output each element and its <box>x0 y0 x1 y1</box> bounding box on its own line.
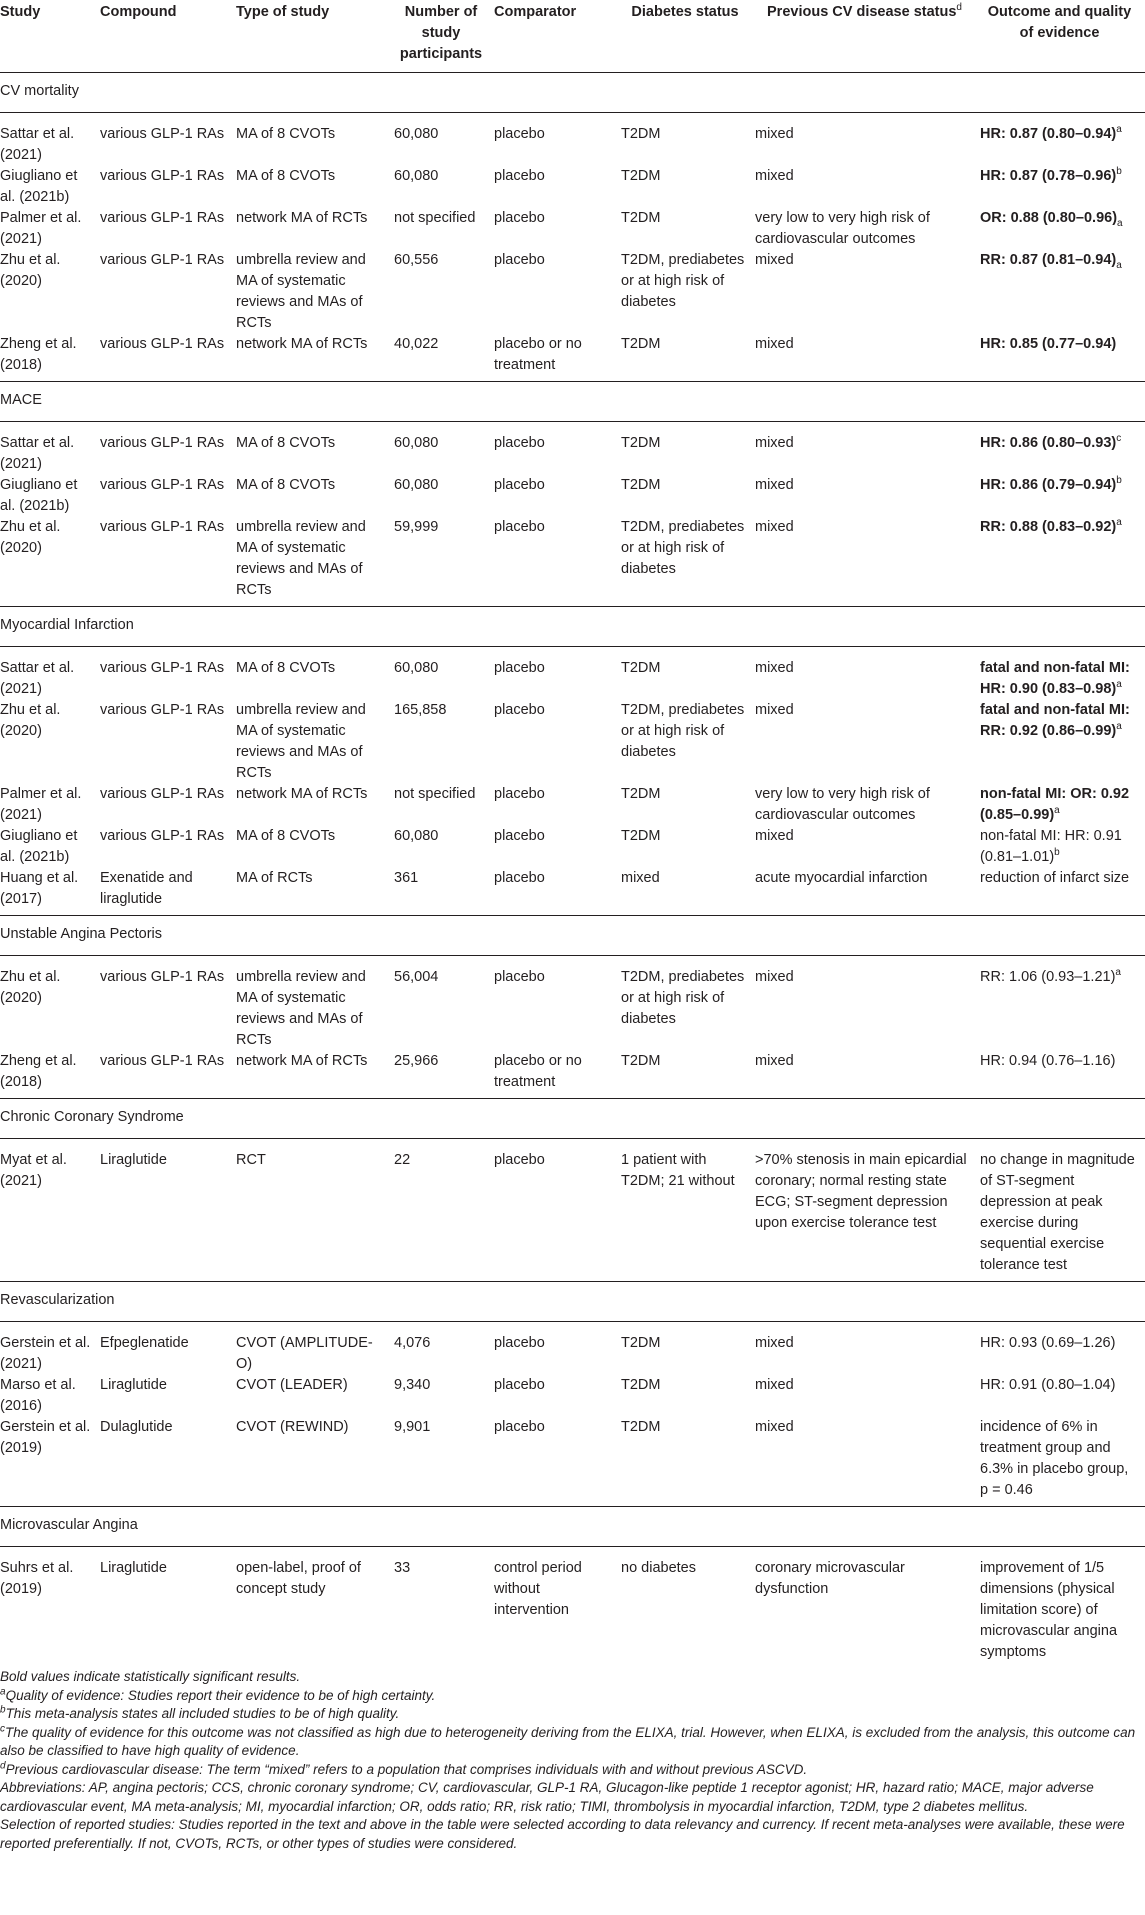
cell-comparator: placebo <box>494 1335 545 1351</box>
cell-cv-status: very low to very high risk of cardiovascular outcomes <box>755 786 930 823</box>
footnote <box>0 1668 1145 1687</box>
outcome-text: HR: 0.91 (0.80–1.04) <box>980 1377 1116 1393</box>
cell-comparator: placebo <box>494 868 621 916</box>
cell-diabetes: 1 patient with T2DM; 21 without <box>621 1139 755 1282</box>
cell-participants: 4,076 <box>394 1335 431 1351</box>
cell-cv-status: mixed <box>755 126 794 142</box>
table-row <box>0 422 1145 476</box>
cell-compound: various GLP-1 RAs <box>100 435 225 451</box>
cell-study: Gerstein et al. (2021) <box>0 1335 91 1372</box>
table-row <box>0 208 1145 250</box>
cell-diabetes: T2DM, prediabetes or at high risk of diabetes <box>621 969 745 1027</box>
cell-participants: 56,004 <box>394 969 439 985</box>
cell-diabetes: no diabetes <box>621 1560 696 1576</box>
cell-study: Giugliano et al. (2021b) <box>0 168 78 205</box>
section-title: CV mortality <box>0 73 1145 113</box>
cell-compound: various GLP-1 RAs <box>100 786 225 802</box>
cell-type: network MA of RCTs <box>236 334 394 382</box>
outcome-text: no change in magnitude of ST-segment depression at peak exercise during sequential exercise tolerance test <box>980 1152 1135 1273</box>
cell-participants: 165,858 <box>394 702 447 718</box>
outcome-text: HR: 0.85 (0.77–0.94) <box>980 336 1117 352</box>
cell-comparator: placebo <box>494 828 545 844</box>
cell-diabetes: T2DM <box>621 786 661 802</box>
cell-comparator: placebo <box>494 210 545 226</box>
cell-study: Zheng et al. (2018) <box>0 334 100 382</box>
cell-type: MA of 8 CVOTs <box>236 168 336 184</box>
cell-type: open-label, proof of concept study <box>236 1560 361 1597</box>
footnote-text: Bold values indicate statistically significant results. <box>0 1669 301 1684</box>
cell-type: RCT <box>236 1139 394 1282</box>
table-row <box>0 647 1145 701</box>
table-row <box>0 334 1145 382</box>
cell-outcome <box>980 475 1145 517</box>
section-title: Revascularization <box>0 1282 1145 1322</box>
cell-type: network MA of RCTs <box>236 786 368 802</box>
table-row <box>0 250 1145 334</box>
cell-comparator: placebo <box>494 1417 621 1507</box>
footnote-marker: a <box>1116 679 1122 691</box>
section-title: MACE <box>0 382 1145 422</box>
cell-type: MA of 8 CVOTs <box>236 477 336 493</box>
cell-study: Zhu et al. (2020) <box>0 517 100 607</box>
footnote-marker: a <box>1117 217 1123 229</box>
outcome-text: incidence of 6% in treatment group and 6.3% in placebo group, p = 0.46 <box>980 1419 1129 1498</box>
cell-diabetes: T2DM, prediabetes or at high risk of diabetes <box>621 702 745 760</box>
cell-outcome <box>980 868 1145 916</box>
cell-comparator: placebo <box>494 435 545 451</box>
footnote-letter: d <box>0 1760 6 1771</box>
cell-participants: 60,556 <box>394 252 439 268</box>
cell-diabetes: T2DM <box>621 210 661 226</box>
cell-participants: 40,022 <box>394 334 494 382</box>
cell-type: network MA of RCTs <box>236 1051 394 1099</box>
footnote <box>0 1687 1145 1706</box>
cell-comparator: placebo <box>494 969 545 985</box>
table-row <box>0 1139 1145 1282</box>
cell-compound: various GLP-1 RAs <box>100 477 225 493</box>
cell-diabetes: T2DM <box>621 126 661 142</box>
cell-compound: Liraglutide <box>100 1139 236 1282</box>
cell-comparator: placebo <box>494 252 545 268</box>
cell-study: Sattar et al. (2021) <box>0 435 75 472</box>
cell-study: Zhu et al. (2020) <box>0 252 61 289</box>
cell-cv-status: mixed <box>755 168 794 184</box>
cell-cv-status: mixed <box>755 334 980 382</box>
cell-compound: various GLP-1 RAs <box>100 660 225 676</box>
cell-type: MA of 8 CVOTs <box>236 660 336 676</box>
cell-diabetes: T2DM <box>621 477 661 493</box>
footnote-letter: a <box>0 1686 6 1697</box>
cell-outcome <box>980 1322 1145 1376</box>
cell-participants: 33 <box>394 1560 411 1576</box>
cell-compound: Dulaglutide <box>100 1417 236 1507</box>
cell-cv-status: mixed <box>755 1335 794 1351</box>
footnote-text: The quality of evidence for this outcome was not classified as high due to heterogeneity deriving from the ELIXA, trial. However, when ELIXA, is excluded from the analysis, this outcome can also be classified to have high quality of evidence. <box>0 1724 1136 1758</box>
cell-comparator: placebo or no treatment <box>494 1051 621 1099</box>
section-row <box>0 916 1145 956</box>
footnote-letter: b <box>0 1704 6 1716</box>
cell-cv-status: mixed <box>755 1051 980 1099</box>
cell-study: Zhu et al. (2020) <box>0 969 61 1006</box>
cell-participants: 60,080 <box>394 660 439 676</box>
outcome-text: improvement of 1/5 dimensions (physical limitation score) of microvascular angina symptoms <box>980 1560 1118 1660</box>
cell-outcome <box>980 113 1145 167</box>
header-cv <box>755 0 980 73</box>
cell-outcome <box>980 250 1145 334</box>
cell-diabetes: T2DM <box>621 1051 755 1099</box>
cell-outcome <box>980 700 1145 784</box>
cell-outcome <box>980 1547 1145 1664</box>
cell-compound: various GLP-1 RAs <box>100 969 225 985</box>
cell-outcome <box>980 166 1145 208</box>
outcome-text: fatal and non-fatal MI: HR: 0.90 (0.83–0.98) <box>980 660 1130 697</box>
outcome-text: HR: 0.87 (0.80–0.94) <box>980 126 1117 142</box>
footnote-text: Previous cardiovascular disease: The term “mixed” refers to a population that comprises individuals with and without previous ASCVD. <box>5 1761 808 1777</box>
cell-participants: 361 <box>394 868 494 916</box>
cell-outcome <box>980 422 1145 476</box>
outcome-text: non-fatal MI: HR: 0.91 (0.81–1.01) <box>980 828 1122 865</box>
cell-cv-status: mixed <box>755 517 980 607</box>
section-row <box>0 1507 1145 1547</box>
cell-study: Sattar et al. (2021) <box>0 660 75 697</box>
footnote-letter: c <box>0 1723 5 1734</box>
header-row <box>0 0 1145 73</box>
table-row <box>0 826 1145 868</box>
footnote-marker: a <box>1116 259 1122 271</box>
cell-study: Huang et al. (2017) <box>0 868 100 916</box>
footnote-text: Selection of reported studies: Studies reported in the text and above in the table were selected according to data relevancy and currency. If recent meta-analyses were available, these were reported preferentially. If not, CVOTs, RCTs, or other types of studies were considered. <box>0 1817 1125 1851</box>
cell-cv-status: mixed <box>755 969 794 985</box>
footnote-marker: a <box>1116 517 1122 529</box>
table-body <box>0 73 1145 1664</box>
cell-comparator: placebo <box>494 517 621 607</box>
section-title: Chronic Coronary Syndrome <box>0 1099 1145 1139</box>
cell-outcome <box>980 826 1145 868</box>
header-cv-label: Previous CV disease status <box>767 4 957 20</box>
header-outcome: Outcome and quality of evidence <box>980 0 1145 73</box>
cell-compound: various GLP-1 RAs <box>100 210 225 226</box>
cell-outcome <box>980 1139 1145 1282</box>
header-compound: Compound <box>100 0 236 73</box>
cell-participants: 60,080 <box>394 168 439 184</box>
cell-diabetes: T2DM <box>621 435 661 451</box>
cell-compound: Liraglutide <box>100 1377 167 1393</box>
cell-compound: various GLP-1 RAs <box>100 1051 236 1099</box>
section-title: Microvascular Angina <box>0 1507 1145 1547</box>
table-row <box>0 956 1145 1052</box>
cell-study: Zhu et al. (2020) <box>0 702 61 739</box>
cell-comparator: placebo <box>494 477 545 493</box>
cell-diabetes: T2DM <box>621 1417 755 1507</box>
cell-comparator: placebo <box>494 126 545 142</box>
cell-participants: 59,999 <box>394 517 494 607</box>
cell-study: Myat et al. (2021) <box>0 1139 100 1282</box>
footnote-marker: a <box>1054 805 1060 817</box>
section-row <box>0 607 1145 647</box>
cell-study: Sattar et al. (2021) <box>0 126 75 163</box>
cell-type: MA of 8 CVOTs <box>236 828 336 844</box>
table-row <box>0 1051 1145 1099</box>
cell-cv-status: very low to very high risk of cardiovascular outcomes <box>755 210 930 247</box>
cell-compound: various GLP-1 RAs <box>100 517 236 607</box>
header-cv-sup: d <box>956 2 962 14</box>
cell-cv-status: >70% stenosis in main epicardial coronary; normal resting state ECG; ST-segment depression upon exercise tolerance test <box>755 1139 980 1282</box>
outcome-text: HR: 0.87 (0.78–0.96) <box>980 168 1117 184</box>
cell-outcome <box>980 208 1145 250</box>
cell-type: umbrella review and MA of systematic reviews and MAs of RCTs <box>236 969 366 1048</box>
cell-comparator: placebo <box>494 1139 621 1282</box>
footnote <box>0 1761 1145 1780</box>
cell-outcome <box>980 1051 1145 1099</box>
cell-outcome <box>980 647 1145 701</box>
cell-compound: various GLP-1 RAs <box>100 168 225 184</box>
cell-type: CVOT (REWIND) <box>236 1417 394 1507</box>
outcome-text: fatal and non-fatal MI: RR: 0.92 (0.86–0.99) <box>980 702 1130 739</box>
cell-participants: 9,340 <box>394 1377 431 1393</box>
footnote-text: Abbreviations: AP, angina pectoris; CCS, chronic coronary syndrome; CV, cardiovascular, GLP-1 RA, Glucagon-like peptide 1 receptor agonist; HR, hazard ratio; MACE, major adverse cardiovascular event, MA meta-analysis; MI, myocardial infarction; OR, odds ratio; RR, risk ratio; TIMI, thrombolysis in myocardial infarction, T2DM, type 2 diabetes mellitus. <box>0 1780 1094 1814</box>
cell-compound: various GLP-1 RAs <box>100 126 225 142</box>
cell-cv-status: mixed <box>755 477 794 493</box>
outcome-text: reduction of infarct size <box>980 870 1130 886</box>
cell-participants: 60,080 <box>394 435 439 451</box>
cell-cv-status: coronary microvascular dysfunction <box>755 1560 905 1597</box>
cell-comparator: placebo <box>494 168 545 184</box>
cell-cv-status: mixed <box>755 828 794 844</box>
cell-compound: various GLP-1 RAs <box>100 702 225 718</box>
section-row <box>0 1099 1145 1139</box>
cell-participants: 60,080 <box>394 477 439 493</box>
cell-outcome <box>980 517 1145 607</box>
section-row <box>0 1282 1145 1322</box>
cell-type: umbrella review and MA of systematic reviews and MAs of RCTs <box>236 252 366 331</box>
outcome-text: RR: 1.06 (0.93–1.21) <box>980 969 1116 985</box>
cell-compound: Liraglutide <box>100 1560 167 1576</box>
footnote-marker: b <box>1054 847 1060 859</box>
header-number: Number of study participants <box>394 0 494 73</box>
cell-diabetes: T2DM, prediabetes or at high risk of diabetes <box>621 517 755 607</box>
footnote-marker: a <box>1116 124 1122 136</box>
outcome-text: OR: 0.88 (0.80–0.96) <box>980 210 1118 226</box>
section-row <box>0 382 1145 422</box>
outcome-text: HR: 0.93 (0.69–1.26) <box>980 1335 1116 1351</box>
header-diabetes: Diabetes status <box>621 0 755 73</box>
cell-comparator: placebo <box>494 702 545 718</box>
cell-diabetes: T2DM <box>621 660 661 676</box>
table-row <box>0 1322 1145 1376</box>
cell-diabetes: T2DM <box>621 1377 661 1393</box>
footnote-text: Quality of evidence: Studies report their evidence to be of high certainty. <box>5 1687 436 1703</box>
cell-type: umbrella review and MA of systematic reviews and MAs of RCTs <box>236 702 366 781</box>
cell-comparator: placebo <box>494 660 545 676</box>
outcome-text: HR: 0.94 (0.76–1.16) <box>980 1053 1116 1069</box>
footnote-text: This meta-analysis states all included studies to be of high quality. <box>5 1706 400 1721</box>
table-row <box>0 517 1145 607</box>
cell-compound: Exenatide and liraglutide <box>100 868 236 916</box>
header-study: Study <box>0 0 100 73</box>
outcome-text: RR: 0.88 (0.83–0.92) <box>980 519 1117 535</box>
table-row <box>0 868 1145 916</box>
cell-participants: 25,966 <box>394 1051 494 1099</box>
cell-comparator: placebo or no treatment <box>494 334 621 382</box>
cell-compound: various GLP-1 RAs <box>100 252 225 268</box>
footnote <box>0 1779 1145 1816</box>
table-row <box>0 1417 1145 1507</box>
cell-compound: various GLP-1 RAs <box>100 334 236 382</box>
cell-cv-status: mixed <box>755 702 794 718</box>
cell-participants: 60,080 <box>394 828 439 844</box>
cell-cv-status: mixed <box>755 660 794 676</box>
cell-outcome <box>980 956 1145 1052</box>
cell-comparator: placebo <box>494 786 545 802</box>
cell-participants: not specified <box>394 210 476 226</box>
footnote-marker: b <box>1116 166 1122 178</box>
cell-cv-status: mixed <box>755 1417 980 1507</box>
cell-comparator: placebo <box>494 1377 545 1393</box>
section-title: Unstable Angina Pectoris <box>0 916 1145 956</box>
cell-cv-status: mixed <box>755 1377 794 1393</box>
cell-participants: 22 <box>394 1139 494 1282</box>
cell-diabetes: mixed <box>621 868 755 916</box>
table-row <box>0 475 1145 517</box>
cell-study: Palmer et al. (2021) <box>0 210 82 247</box>
outcome-text: HR: 0.86 (0.80–0.93) <box>980 435 1117 451</box>
table-row <box>0 166 1145 208</box>
table-row <box>0 113 1145 167</box>
cell-study: Giugliano et al. (2021b) <box>0 828 78 865</box>
cell-type: CVOT (AMPLITUDE-O) <box>236 1335 373 1372</box>
cell-diabetes: T2DM <box>621 334 755 382</box>
table-row <box>0 700 1145 784</box>
cell-study: Gerstein et al. (2019) <box>0 1417 100 1507</box>
cell-study: Suhrs et al. (2019) <box>0 1560 74 1597</box>
footnotes <box>0 1663 1145 1853</box>
cell-cv-status: mixed <box>755 252 794 268</box>
header-type: Type of study <box>236 0 394 73</box>
cell-study: Giugliano et al. (2021b) <box>0 477 78 514</box>
footnote <box>0 1724 1145 1761</box>
cell-cv-status: mixed <box>755 435 794 451</box>
cell-participants: 9,901 <box>394 1417 494 1507</box>
cell-cv-status: acute myocardial infarction <box>755 868 980 916</box>
outcome-text: non-fatal MI: OR: 0.92 (0.85–0.99) <box>980 786 1130 823</box>
footnote-marker: c <box>1116 433 1122 445</box>
cell-type: MA of 8 CVOTs <box>236 126 336 142</box>
cell-outcome <box>980 1375 1145 1417</box>
cell-study: Palmer et al. (2021) <box>0 786 82 823</box>
footnote-marker: a <box>1116 721 1122 733</box>
cell-type: umbrella review and MA of systematic reviews and MAs of RCTs <box>236 517 394 607</box>
cell-compound: various GLP-1 RAs <box>100 828 225 844</box>
cell-diabetes: T2DM <box>621 828 661 844</box>
outcome-text: HR: 0.86 (0.79–0.94) <box>980 477 1117 493</box>
footnote <box>0 1816 1145 1853</box>
footnote-marker: a <box>1115 967 1121 979</box>
table-row <box>0 784 1145 826</box>
cell-type: MA of RCTs <box>236 868 394 916</box>
cell-comparator: control period without intervention <box>494 1560 582 1618</box>
table-row <box>0 1375 1145 1417</box>
cell-diabetes: T2DM, prediabetes or at high risk of diabetes <box>621 252 745 310</box>
cell-participants: 60,080 <box>394 126 439 142</box>
cell-diabetes: T2DM <box>621 168 661 184</box>
cell-participants: not specified <box>394 786 476 802</box>
section-title: Myocardial Infarction <box>0 607 1145 647</box>
cell-type: network MA of RCTs <box>236 210 368 226</box>
cell-outcome <box>980 334 1145 382</box>
footnote-marker: b <box>1116 475 1122 487</box>
cell-diabetes: T2DM <box>621 1335 661 1351</box>
footnote <box>0 1705 1145 1724</box>
cell-compound: Efpeglenatide <box>100 1335 189 1351</box>
cell-outcome <box>980 1417 1145 1507</box>
cell-type: MA of 8 CVOTs <box>236 435 336 451</box>
cell-study: Zheng et al. (2018) <box>0 1051 100 1099</box>
cell-type: CVOT (LEADER) <box>236 1377 348 1393</box>
cell-study: Marso et al. (2016) <box>0 1377 76 1414</box>
cell-outcome <box>980 784 1145 826</box>
outcome-text: RR: 0.87 (0.81–0.94) <box>980 252 1117 268</box>
header-comparator: Comparator <box>494 0 621 73</box>
table-row <box>0 1547 1145 1664</box>
section-row <box>0 73 1145 113</box>
